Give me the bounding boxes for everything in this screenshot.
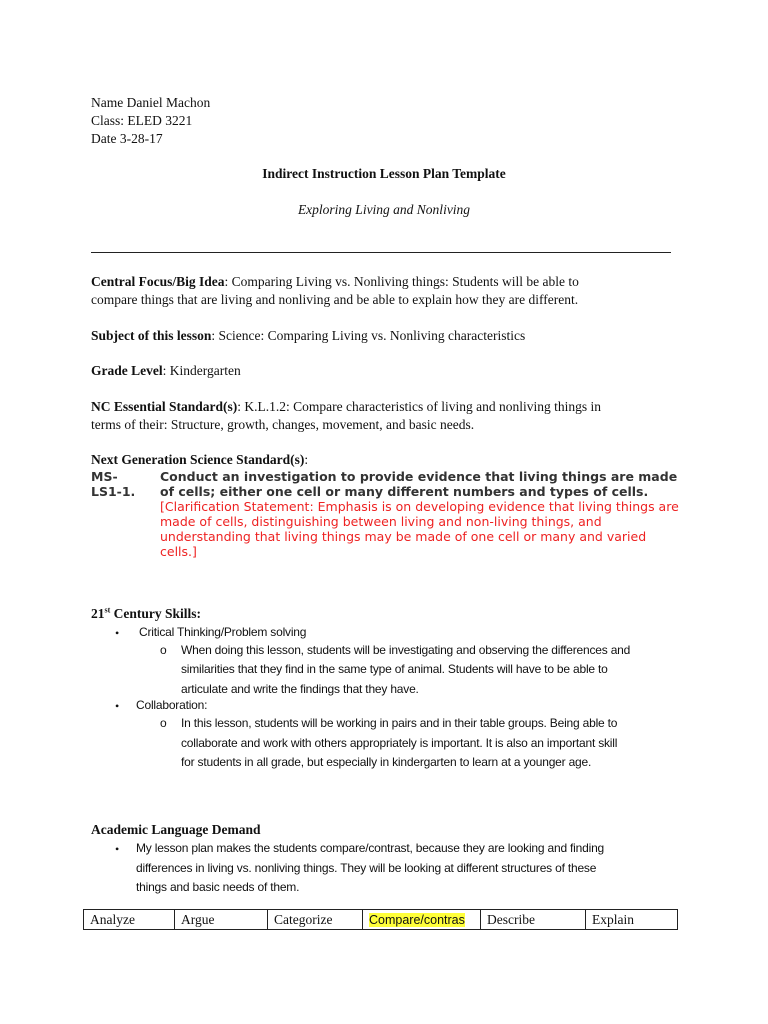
skills-sub-critical-line1: When doing this lesson, students will be investigating and observing the differences and (181, 643, 631, 657)
ngss-clarification: [Clarification Statement: Emphasis is on developing evidence that living things are made of cells, distinguishing between living and non-living things, and understanding that living things may be made of one cell or many and varied cells.] (160, 499, 679, 559)
student-name: Name Daniel Machon (91, 95, 211, 110)
skills-heading-sup: st (104, 605, 111, 615)
table-cell: Categorize (268, 910, 363, 930)
skills-sub-collab-line3: for students in all grade, but especially in kindergarten to learn at a younger age. (181, 755, 592, 769)
horizontal-divider (91, 252, 671, 253)
table-cell: Explain (586, 910, 678, 930)
subject-line (91, 327, 525, 345)
highlighted-word: Compare/contras (369, 912, 465, 927)
subject-text: : Science: Comparing Living vs. Nonliving characteristics (211, 328, 526, 343)
table-cell: Analyze (84, 910, 175, 930)
nc-standard-line1 (91, 398, 601, 416)
central-focus-label: Central Focus/Big Idea (91, 274, 225, 289)
ngss-label: Next Generation Science Standard(s) (91, 452, 305, 467)
skills-heading (91, 605, 201, 623)
ngss-colon: : (304, 452, 309, 467)
academic-language-line1: My lesson plan makes the students compare/contrast, because they are looking and finding (136, 841, 605, 855)
ngss-code-line1: MS- (91, 469, 118, 484)
table-cell: Argue (175, 910, 268, 930)
academic-vocabulary-table (83, 909, 678, 930)
sub-bullet-marker: o (160, 716, 167, 730)
skills-sub-critical-line2: similarities that they find in the same type of animal. Students will have to be able to (181, 662, 608, 676)
skills-sub-critical-line3: articulate and write the findings that they have. (181, 682, 419, 696)
table-row (84, 910, 678, 930)
skills-sub-collab-line1: In this lesson, students will be working in pairs and in their table groups. Being able to (181, 716, 618, 730)
sub-bullet-marker: o (160, 643, 167, 657)
central-focus-text: : Comparing Living vs. Nonliving things: Students will be able to (224, 274, 579, 289)
academic-language-line2: differences in living vs. nonliving things. They will be looking at different structures of these (136, 861, 597, 875)
table-cell: Describe (481, 910, 586, 930)
grade-line (91, 362, 241, 380)
central-focus-line1 (91, 273, 579, 291)
nc-standard-text: : K.L.1.2: Compare characteristics of living and nonliving things in (237, 399, 601, 414)
document-subtitle: Exploring Living and Nonliving (297, 202, 471, 217)
central-focus-line2: compare things that are living and nonliving and be able to explain how they are different. (91, 292, 579, 307)
ngss-statement: Conduct an investigation to provide evidence that living things are made of cells; either one cell or many different numbers and types of cells. (160, 469, 678, 499)
skills-bullet-collaboration: Collaboration: (136, 698, 208, 712)
class-name: Class: ELED 3221 (91, 113, 193, 128)
skills-heading-number: 21 (91, 606, 105, 621)
bullet-marker: • (115, 842, 120, 856)
table-cell-highlighted (363, 910, 481, 930)
skills-bullet-critical-thinking: Critical Thinking/Problem solving (139, 625, 307, 639)
grade-text: : Kindergarten (162, 363, 241, 378)
nc-standard-line2: terms of their: Structure, growth, changes, movement, and basic needs. (91, 417, 475, 432)
ngss-heading (91, 451, 308, 469)
nc-standard-label: NC Essential Standard(s) (91, 399, 238, 414)
document-title: Indirect Instruction Lesson Plan Template (262, 166, 506, 181)
skills-sub-collab-line2: collaborate and work with others appropriately is important. It is also an important skill (181, 736, 618, 750)
ngss-standard-text (160, 469, 680, 559)
academic-language-line3: things and basic needs of them. (136, 880, 300, 894)
bullet-marker: • (115, 699, 120, 713)
subject-label: Subject of this lesson (91, 328, 212, 343)
bullet-marker: • (115, 626, 120, 640)
academic-language-heading: Academic Language Demand (91, 822, 261, 837)
grade-label: Grade Level (91, 363, 163, 378)
skills-heading-text: Century Skills: (110, 606, 202, 621)
lesson-date: Date 3-28-17 (91, 131, 163, 146)
ngss-code-line2: LS1-1. (91, 484, 136, 499)
